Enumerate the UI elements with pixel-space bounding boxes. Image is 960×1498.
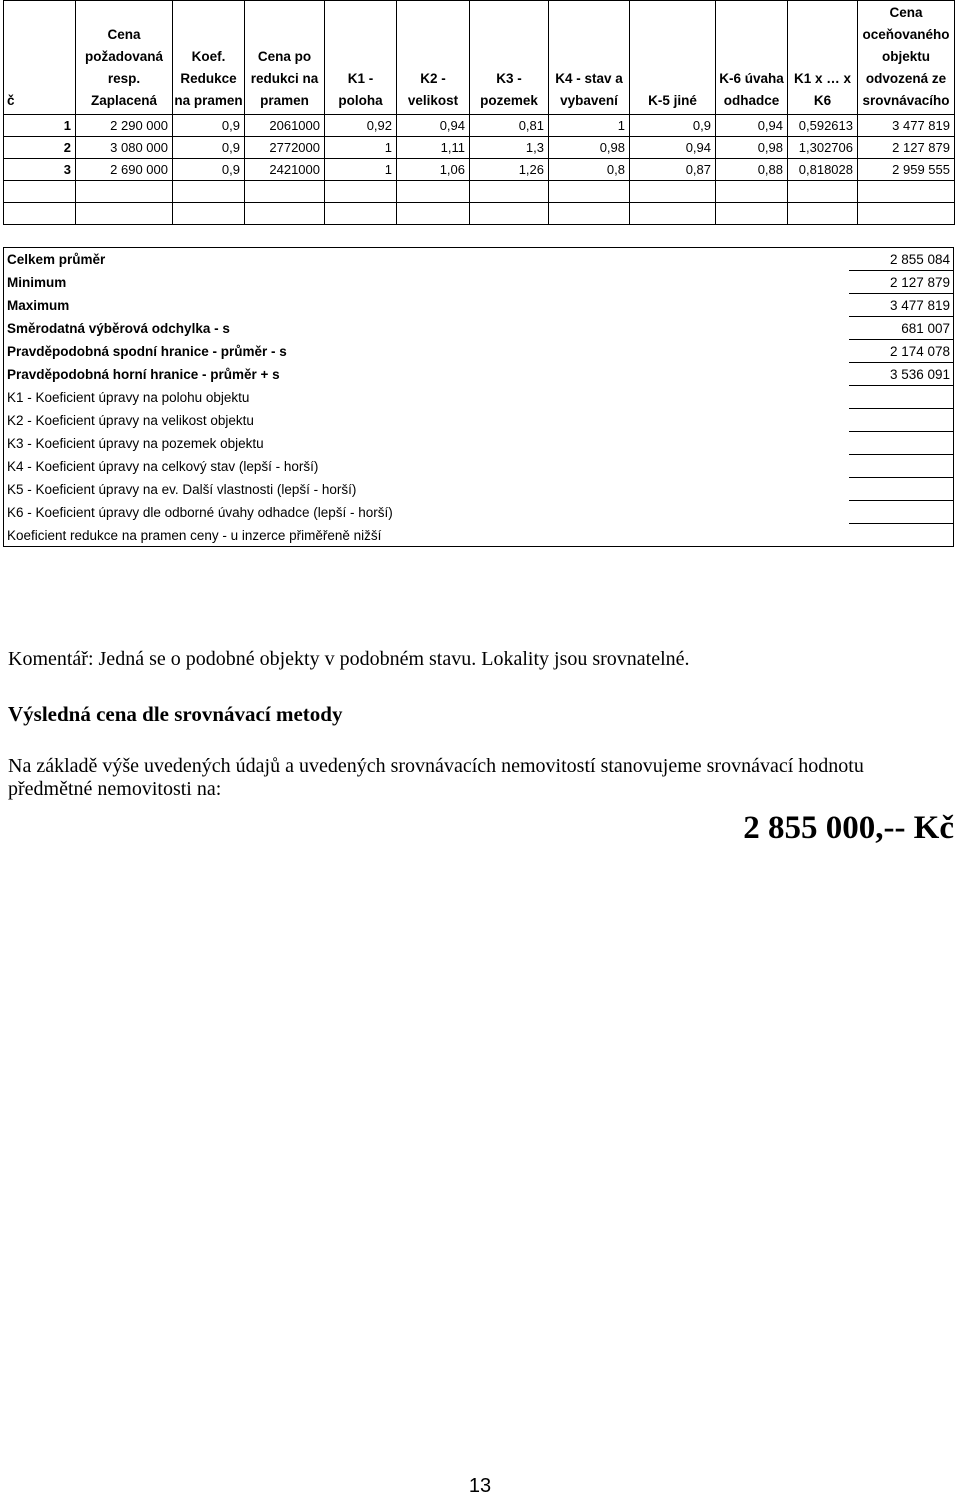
stat-label: Pravděpodobná spodní hranice - průměr - s [4, 340, 849, 363]
coefficient-note: K1 - Koeficient úpravy na polohu objektu [4, 386, 849, 409]
table-cell-empty [716, 181, 788, 203]
table-cell-empty [858, 181, 955, 203]
table-cell-empty [549, 181, 630, 203]
coefficient-note: K2 - Koeficient úpravy na velikost objektu [4, 409, 849, 432]
note-empty-cell [849, 524, 954, 547]
table-cell-empty [788, 181, 858, 203]
table-cell: 0,9 [173, 115, 245, 137]
result-value: 2 855 000,-- Kč [743, 810, 954, 846]
coefficient-note: K6 - Koeficient úpravy dle odborné úvahy odhadce (lepší - horší) [4, 501, 849, 524]
section-heading: Výsledná cena dle srovnávací metody [8, 702, 343, 726]
table-cell: 2 690 000 [76, 159, 173, 181]
table-cell: 1 [325, 137, 397, 159]
stat-row [4, 248, 954, 271]
note-empty-cell [849, 386, 954, 409]
stat-row [4, 340, 954, 363]
table-cell: 0,9 [173, 159, 245, 181]
stat-value: 681 007 [849, 317, 954, 340]
table-cell-empty [4, 181, 76, 203]
note-row [4, 386, 954, 409]
table-cell-empty [470, 181, 549, 203]
table-cell-empty [549, 203, 630, 225]
table-cell-empty [630, 181, 716, 203]
table-cell: 1 [549, 115, 630, 137]
table-cell: 3 080 000 [76, 137, 173, 159]
table-cell-empty [788, 203, 858, 225]
table-cell: 1,302706 [788, 137, 858, 159]
table-cell: 0,94 [716, 115, 788, 137]
table-cell-empty [325, 181, 397, 203]
table-cell: 0,98 [716, 137, 788, 159]
note-row [4, 409, 954, 432]
table-cell-empty [173, 181, 245, 203]
table-cell-empty [325, 203, 397, 225]
stat-row [4, 294, 954, 317]
header-cell: K4 - stav a vybavení [549, 1, 630, 115]
table-cell: 2421000 [245, 159, 325, 181]
table-header-row [4, 1, 955, 115]
table-cell-empty [858, 203, 955, 225]
table-cell: 1,11 [397, 137, 470, 159]
stat-value: 3 477 819 [849, 294, 954, 317]
table-cell-empty [245, 181, 325, 203]
table-cell: 0,81 [470, 115, 549, 137]
table-cell: 2 290 000 [76, 115, 173, 137]
table-cell-empty [470, 203, 549, 225]
table-cell-empty [397, 203, 470, 225]
header-cell: K3 - pozemek [470, 1, 549, 115]
note-row [4, 478, 954, 501]
stat-label: Pravděpodobná horní hranice - průměr + s [4, 363, 849, 386]
stat-value: 2 855 084 [849, 248, 954, 271]
table-row-empty [4, 203, 955, 225]
note-empty-cell [849, 478, 954, 501]
note-row [4, 524, 954, 547]
table-cell-empty [173, 203, 245, 225]
table-row [4, 115, 955, 137]
table-cell-empty [76, 203, 173, 225]
stat-row [4, 271, 954, 294]
table-cell-empty [397, 181, 470, 203]
header-cell: K-6 úvaha odhadce [716, 1, 788, 115]
note-empty-cell [849, 501, 954, 524]
header-cell: Cena oceňovaného objektu odvozená ze srovnávacího [858, 1, 955, 115]
table-cell-empty [76, 181, 173, 203]
table-cell: 0,94 [397, 115, 470, 137]
note-empty-cell [849, 455, 954, 478]
note-empty-cell [849, 409, 954, 432]
header-cell: K2 - velikost [397, 1, 470, 115]
table-cell: 1,06 [397, 159, 470, 181]
table-cell: 2 127 879 [858, 137, 955, 159]
coefficient-note: K3 - Koeficient úpravy na pozemek objektu [4, 432, 849, 455]
row-index: 2 [4, 137, 76, 159]
table-cell: 0,98 [549, 137, 630, 159]
table-cell-empty [245, 203, 325, 225]
stat-value: 2 127 879 [849, 271, 954, 294]
header-cell: K-5 jiné [630, 1, 716, 115]
table-cell: 0,87 [630, 159, 716, 181]
table-cell: 2 959 555 [858, 159, 955, 181]
row-index: 1 [4, 115, 76, 137]
table-row [4, 159, 955, 181]
header-cell: Koef. Redukce na pramen [173, 1, 245, 115]
coefficient-note: K4 - Koeficient úpravy na celkový stav (lepší - horší) [4, 455, 849, 478]
table-row-empty [4, 181, 955, 203]
header-cell: K1 x … x K6 [788, 1, 858, 115]
note-row [4, 432, 954, 455]
stat-label: Celkem průměr [4, 248, 849, 271]
header-cell: Cena po redukci na pramen [245, 1, 325, 115]
row-index: 3 [4, 159, 76, 181]
stat-row [4, 363, 954, 386]
table-cell: 3 477 819 [858, 115, 955, 137]
table-cell-empty [4, 203, 76, 225]
coefficient-note: Koeficient redukce na pramen ceny - u inzerce přiměřeně nižší [4, 524, 849, 547]
table-cell: 2061000 [245, 115, 325, 137]
table-cell: 0,88 [716, 159, 788, 181]
table-cell: 0,9 [630, 115, 716, 137]
note-row [4, 501, 954, 524]
note-row [4, 455, 954, 478]
comment-text: Komentář: Jedná se o podobné objekty v podobném stavu. Lokality jsou srovnatelné. [8, 648, 690, 670]
stat-label: Maximum [4, 294, 849, 317]
stat-label: Minimum [4, 271, 849, 294]
stat-value: 3 536 091 [849, 363, 954, 386]
comparison-table [3, 0, 955, 225]
table-cell: 0,818028 [788, 159, 858, 181]
table-cell: 1,26 [470, 159, 549, 181]
conclusion-paragraph: Na základě výše uvedených údajů a uvedených srovnávacích nemovitostí stanovujeme srovnávací hodnotu předmětné nemovitosti na: [8, 755, 864, 800]
table-cell-empty [716, 203, 788, 225]
table-cell: 0,92 [325, 115, 397, 137]
table-cell: 0,8 [549, 159, 630, 181]
stat-value: 2 174 078 [849, 340, 954, 363]
header-cell: č [4, 1, 76, 115]
table-cell: 2772000 [245, 137, 325, 159]
table-row [4, 137, 955, 159]
stat-row [4, 317, 954, 340]
table-cell: 0,94 [630, 137, 716, 159]
page-number: 13 [468, 1475, 492, 1497]
table-cell: 0,9 [173, 137, 245, 159]
table-cell-empty [630, 203, 716, 225]
header-cell: Cena požadovaná resp. Zaplacená [76, 1, 173, 115]
table-cell: 1 [325, 159, 397, 181]
coefficient-note: K5 - Koeficient úpravy na ev. Další vlastnosti (lepší - horší) [4, 478, 849, 501]
table-cell: 0,592613 [788, 115, 858, 137]
stat-label: Směrodatná výběrová odchylka - s [4, 317, 849, 340]
note-empty-cell [849, 432, 954, 455]
statistics-table [3, 247, 954, 547]
table-cell: 1,3 [470, 137, 549, 159]
header-cell: K1 - poloha [325, 1, 397, 115]
